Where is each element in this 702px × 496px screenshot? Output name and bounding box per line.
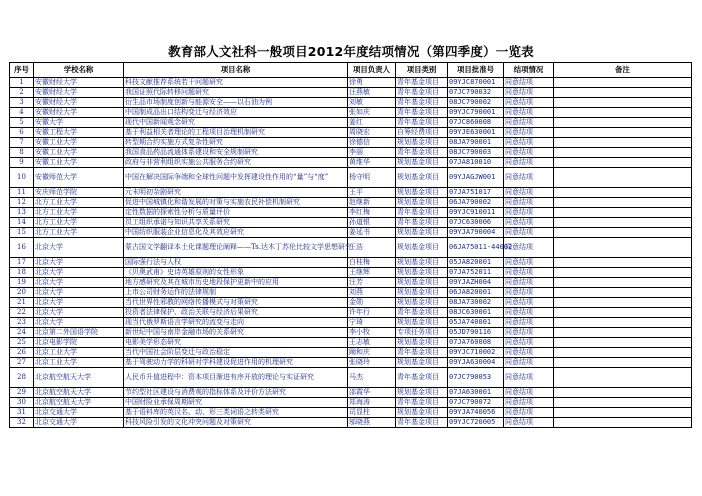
cell-approval-no: 09YJC910011 bbox=[448, 208, 504, 218]
cell-status: 同意结项 bbox=[504, 358, 554, 368]
cell-school: 北方工业大学 bbox=[34, 228, 124, 238]
header-approval-no: 项目批准号 bbox=[448, 63, 504, 78]
cell-remarks bbox=[554, 238, 692, 258]
cell-index: 10 bbox=[10, 168, 34, 188]
cell-remarks bbox=[554, 358, 692, 368]
cell-approval-no: 09YJC720005 bbox=[448, 418, 504, 428]
cell-approval-no: 09YJA740056 bbox=[448, 408, 504, 418]
page-title: 教育部人文社科一般项目2012年度结项情况（第四季度）一览表 bbox=[168, 44, 534, 59]
cell-status: 同意结项 bbox=[504, 368, 554, 388]
cell-status: 同意结项 bbox=[504, 288, 554, 298]
cell-school: 北京大学 bbox=[34, 308, 124, 318]
cell-status: 同意结项 bbox=[504, 238, 554, 258]
cell-project-name: 中国财险业承保周期研究 bbox=[124, 398, 348, 408]
cell-school: 安庆师范学院 bbox=[34, 188, 124, 198]
cell-category: 青年基金项目 bbox=[396, 418, 448, 428]
cell-index: 1 bbox=[10, 78, 34, 88]
cell-project-name: 当代中国社会阶层变迁与政治稳定 bbox=[124, 348, 348, 358]
cell-approval-no: 07JA752011 bbox=[448, 268, 504, 278]
cell-approval-no: 08JC630001 bbox=[448, 308, 504, 318]
cell-project-name: 地方感研究及其在城市历史地段保护更新中的应用 bbox=[124, 278, 348, 288]
cell-index: 11 bbox=[10, 188, 34, 198]
cell-school: 安徽财经大学 bbox=[34, 78, 124, 88]
cell-project-name: 上市公司财务运作的法律规制 bbox=[124, 288, 348, 298]
cell-school: 北京航空航天大学 bbox=[34, 388, 124, 398]
table-row bbox=[10, 88, 692, 98]
cell-category: 青年基金项目 bbox=[396, 218, 448, 228]
header-category: 项目类别 bbox=[396, 63, 448, 78]
cell-approval-no: 08JC790002 bbox=[448, 98, 504, 108]
cell-leader: 周晓宏 bbox=[348, 128, 396, 138]
cell-approval-no: 09YJC870001 bbox=[448, 78, 504, 88]
cell-school: 安徽工业大学 bbox=[34, 158, 124, 168]
cell-index: 21 bbox=[10, 298, 34, 308]
cell-remarks bbox=[554, 288, 692, 298]
cell-approval-no: 09YJAGJW001 bbox=[448, 168, 504, 188]
cell-approval-no: 09YJAZH004 bbox=[448, 278, 504, 288]
cell-school: 北方工业大学 bbox=[34, 198, 124, 208]
cell-school: 北方工业大学 bbox=[34, 208, 124, 218]
cell-leader: 李小牧 bbox=[348, 328, 396, 338]
cell-school: 北京工业大学 bbox=[34, 358, 124, 368]
cell-approval-no: 07JA630001 bbox=[448, 388, 504, 398]
cell-leader: 孙道银 bbox=[348, 218, 396, 228]
table-row bbox=[10, 278, 692, 288]
cell-status: 同意结项 bbox=[504, 228, 554, 238]
project-table bbox=[9, 62, 692, 428]
cell-category: 规划基金项目 bbox=[396, 158, 448, 168]
cell-status: 同意结项 bbox=[504, 78, 554, 88]
cell-approval-no: 05JD790116 bbox=[448, 328, 504, 338]
cell-project-name: 中国在解决国际争端和全球性问题中发挥建设性作用的“量”与“度” bbox=[124, 168, 348, 188]
cell-remarks bbox=[554, 158, 692, 168]
cell-project-name: 当代世界性邪教的网络传播模式与对策研究 bbox=[124, 298, 348, 308]
cell-category: 青年基金项目 bbox=[396, 208, 448, 218]
cell-project-name: 基于驾驶动力学的科研对学科建设促进作用的机理研究 bbox=[124, 358, 348, 368]
cell-school: 北方工业大学 bbox=[34, 218, 124, 228]
cell-school: 安徽大学 bbox=[34, 118, 124, 128]
cell-leader: 阚和庆 bbox=[348, 348, 396, 358]
cell-approval-no: 07JC790053 bbox=[448, 368, 504, 388]
cell-approval-no: 07JC790032 bbox=[448, 88, 504, 98]
cell-leader: 徐德信 bbox=[348, 138, 396, 148]
cell-category: 规划基金项目 bbox=[396, 338, 448, 348]
cell-status: 同意结项 bbox=[504, 128, 554, 138]
cell-index: 25 bbox=[10, 338, 34, 348]
header-row bbox=[10, 63, 692, 78]
cell-status: 同意结项 bbox=[504, 138, 554, 148]
cell-approval-no: 09YJA790004 bbox=[448, 228, 504, 238]
cell-status: 同意结项 bbox=[504, 198, 554, 208]
cell-remarks bbox=[554, 278, 692, 288]
cell-school: 安徽财经大学 bbox=[34, 88, 124, 98]
cell-leader: 王浩 bbox=[348, 238, 396, 258]
header-project-name: 项目名称 bbox=[124, 63, 348, 78]
cell-project-name: 元末明初杂剧研究 bbox=[124, 188, 348, 198]
cell-index: 20 bbox=[10, 288, 34, 298]
cell-status: 同意结项 bbox=[504, 398, 554, 408]
cell-category: 规划基金项目 bbox=[396, 138, 448, 148]
header-index: 序号 bbox=[10, 63, 34, 78]
table-row bbox=[10, 168, 692, 188]
cell-category: 规划基金项目 bbox=[396, 408, 448, 418]
cell-index: 12 bbox=[10, 198, 34, 208]
cell-index: 15 bbox=[10, 228, 34, 238]
table-row bbox=[10, 108, 692, 118]
cell-remarks bbox=[554, 138, 692, 148]
cell-project-name: 促进中国城镇化和谐发展的对策与实施农民补偿机制研究 bbox=[124, 198, 348, 208]
cell-leader: 赵继新 bbox=[348, 198, 396, 208]
cell-project-name: 员工组织承诺与知识共享关系研究 bbox=[124, 218, 348, 228]
cell-remarks bbox=[554, 228, 692, 238]
cell-remarks bbox=[554, 368, 692, 388]
cell-approval-no: 07JC860008 bbox=[448, 118, 504, 128]
cell-index: 16 bbox=[10, 238, 34, 258]
cell-project-name: 科技风险引发的文化冲突问题及对策研究 bbox=[124, 418, 348, 428]
cell-index: 7 bbox=[10, 138, 34, 148]
table-row bbox=[10, 348, 692, 358]
table-row bbox=[10, 128, 692, 138]
cell-leader: 邵霞华 bbox=[348, 388, 396, 398]
cell-leader: 张晓玲 bbox=[348, 358, 396, 368]
cell-project-name: 电影美学形态研究 bbox=[124, 338, 348, 348]
table-row bbox=[10, 238, 692, 258]
cell-approval-no: 08JC790003 bbox=[448, 148, 504, 158]
cell-remarks bbox=[554, 328, 692, 338]
cell-school: 北京交通大学 bbox=[34, 408, 124, 418]
cell-remarks bbox=[554, 128, 692, 138]
cell-approval-no: 07JC630006 bbox=[448, 218, 504, 228]
table-row bbox=[10, 158, 692, 168]
cell-index: 5 bbox=[10, 118, 34, 128]
cell-approval-no: 09YJC790001 bbox=[448, 108, 504, 118]
cell-remarks bbox=[554, 198, 692, 208]
cell-remarks bbox=[554, 108, 692, 118]
cell-leader: 汪芳 bbox=[348, 278, 396, 288]
cell-school: 北京大学 bbox=[34, 238, 124, 258]
cell-school: 北京航空航天大学 bbox=[34, 368, 124, 388]
cell-category: 青年基金项目 bbox=[396, 368, 448, 388]
cell-category: 青年基金项目 bbox=[396, 398, 448, 408]
cell-approval-no: 08JA790001 bbox=[448, 138, 504, 148]
cell-remarks bbox=[554, 268, 692, 278]
cell-project-name: 基于语料库的英汉名、动、形三类词语之转类研究 bbox=[124, 408, 348, 418]
cell-category: 规划基金项目 bbox=[396, 318, 448, 328]
cell-approval-no: 05JA820001 bbox=[448, 258, 504, 268]
cell-remarks bbox=[554, 398, 692, 408]
cell-school: 北京大学 bbox=[34, 278, 124, 288]
cell-remarks bbox=[554, 78, 692, 88]
cell-status: 同意结项 bbox=[504, 408, 554, 418]
cell-category: 规划基金项目 bbox=[396, 298, 448, 308]
cell-remarks bbox=[554, 318, 692, 328]
cell-status: 同意结项 bbox=[504, 418, 554, 428]
cell-status: 同意结项 bbox=[504, 168, 554, 188]
cell-category: 规划基金项目 bbox=[396, 278, 448, 288]
cell-leader: 王平 bbox=[348, 188, 396, 198]
cell-school: 北京大学 bbox=[34, 258, 124, 268]
cell-leader: 汪燕敏 bbox=[348, 88, 396, 98]
cell-index: 29 bbox=[10, 388, 34, 398]
cell-index: 23 bbox=[10, 318, 34, 328]
cell-school: 北京航空航天大学 bbox=[34, 398, 124, 408]
cell-remarks bbox=[554, 168, 692, 188]
cell-index: 9 bbox=[10, 158, 34, 168]
cell-index: 27 bbox=[10, 358, 34, 368]
cell-category: 规划基金项目 bbox=[396, 238, 448, 258]
cell-approval-no: 07JA751017 bbox=[448, 188, 504, 198]
cell-leader: 刘燕 bbox=[348, 288, 396, 298]
cell-leader: 黄维华 bbox=[348, 158, 396, 168]
cell-leader: 金勋 bbox=[348, 298, 396, 308]
cell-remarks bbox=[554, 118, 692, 128]
cell-leader: 马杰 bbox=[348, 368, 396, 388]
cell-category: 规划基金项目 bbox=[396, 268, 448, 278]
cell-category: 规划基金项目 bbox=[396, 288, 448, 298]
cell-index: 19 bbox=[10, 278, 34, 288]
cell-status: 同意结项 bbox=[504, 278, 554, 288]
cell-status: 同意结项 bbox=[504, 218, 554, 228]
cell-leader: 李红梅 bbox=[348, 208, 396, 218]
cell-school: 北京电影学院 bbox=[34, 338, 124, 348]
cell-school: 安徽师范大学 bbox=[34, 168, 124, 188]
cell-status: 同意结项 bbox=[504, 348, 554, 358]
cell-status: 同意结项 bbox=[504, 388, 554, 398]
cell-status: 同意结项 bbox=[504, 258, 554, 268]
cell-project-name: 投资者法律保护、政治关联与经济后果研究 bbox=[124, 308, 348, 318]
table-row bbox=[10, 388, 692, 398]
cell-approval-no: 09YJC710002 bbox=[448, 348, 504, 358]
cell-remarks bbox=[554, 188, 692, 198]
cell-status: 同意结项 bbox=[504, 208, 554, 218]
cell-category: 规划基金项目 bbox=[396, 198, 448, 208]
cell-remarks bbox=[554, 348, 692, 358]
cell-approval-no: 07JA810010 bbox=[448, 158, 504, 168]
table-row bbox=[10, 368, 692, 388]
cell-status: 同意结项 bbox=[504, 318, 554, 328]
cell-project-name: 定性数据的探索性分析与质量评价 bbox=[124, 208, 348, 218]
cell-approval-no: 09YJA630004 bbox=[448, 358, 504, 368]
cell-leader: 许年行 bbox=[348, 308, 396, 318]
cell-category: 规划基金项目 bbox=[396, 188, 448, 198]
cell-school: 安徽工程大学 bbox=[34, 128, 124, 138]
cell-status: 同意结项 bbox=[504, 268, 554, 278]
cell-category: 青年基金项目 bbox=[396, 308, 448, 318]
cell-leader: 张如庆 bbox=[348, 108, 396, 118]
cell-category: 青年基金项目 bbox=[396, 108, 448, 118]
cell-project-name: 新世纪中国与南岸金融市场的关系研究 bbox=[124, 328, 348, 338]
cell-remarks bbox=[554, 98, 692, 108]
cell-category: 自筹经费项目 bbox=[396, 128, 448, 138]
cell-approval-no: 06JA820001 bbox=[448, 288, 504, 298]
cell-category: 青年基金项目 bbox=[396, 348, 448, 358]
table-row bbox=[10, 258, 692, 268]
header-leader: 项目负责人 bbox=[348, 63, 396, 78]
cell-school: 北京大学 bbox=[34, 268, 124, 278]
table-row bbox=[10, 218, 692, 228]
cell-remarks bbox=[554, 408, 692, 418]
cell-index: 4 bbox=[10, 108, 34, 118]
table-row bbox=[10, 188, 692, 198]
cell-remarks bbox=[554, 208, 692, 218]
cell-index: 8 bbox=[10, 148, 34, 158]
cell-project-name: 国际强行法与人权 bbox=[124, 258, 348, 268]
cell-index: 3 bbox=[10, 98, 34, 108]
cell-approval-no: 06JA790002 bbox=[448, 198, 504, 208]
cell-remarks bbox=[554, 418, 692, 428]
cell-project-name: 转型期合约实施方式复杂性研究 bbox=[124, 138, 348, 148]
cell-category: 规划基金项目 bbox=[396, 168, 448, 188]
cell-index: 24 bbox=[10, 328, 34, 338]
cell-project-name: 我国食品药品流通体系建设和安全规制研究 bbox=[124, 148, 348, 158]
cell-school: 北京第二外国语学院 bbox=[34, 328, 124, 338]
cell-index: 31 bbox=[10, 408, 34, 418]
cell-leader: 白桂梅 bbox=[348, 258, 396, 268]
cell-index: 22 bbox=[10, 308, 34, 318]
table-row bbox=[10, 268, 692, 278]
cell-leader: 王志敏 bbox=[348, 338, 396, 348]
cell-school: 安徽工业大学 bbox=[34, 148, 124, 158]
cell-category: 规划基金项目 bbox=[396, 358, 448, 368]
cell-status: 同意结项 bbox=[504, 308, 554, 318]
cell-remarks bbox=[554, 298, 692, 308]
cell-status: 同意结项 bbox=[504, 158, 554, 168]
cell-leader: 杨守明 bbox=[348, 168, 396, 188]
cell-project-name: 基于利益相关者理论的工程项目治理机制研究 bbox=[124, 128, 348, 138]
cell-project-name: 科技文献推荐系统若干问题研究 bbox=[124, 78, 348, 88]
header-remarks: 备注 bbox=[554, 63, 692, 78]
cell-project-name: 中国制成品出口结构变迁与经济效应 bbox=[124, 108, 348, 118]
cell-project-name: 现当代俄罗斯语言学研究的流变与走向 bbox=[124, 318, 348, 328]
cell-school: 北京交通大学 bbox=[34, 418, 124, 428]
cell-project-name: 衍生品市场制度创新与能源安全——以石油为例 bbox=[124, 98, 348, 108]
cell-remarks bbox=[554, 308, 692, 318]
cell-status: 同意结项 bbox=[504, 338, 554, 348]
cell-leader: 王继辉 bbox=[348, 268, 396, 278]
table-row bbox=[10, 148, 692, 158]
cell-remarks bbox=[554, 218, 692, 228]
table-row bbox=[10, 288, 692, 298]
cell-status: 同意结项 bbox=[504, 188, 554, 198]
cell-leader: 郑海涛 bbox=[348, 398, 396, 408]
cell-index: 26 bbox=[10, 348, 34, 358]
cell-remarks bbox=[554, 148, 692, 158]
cell-index: 17 bbox=[10, 258, 34, 268]
cell-project-name: 现代中国新闻观念研究 bbox=[124, 118, 348, 128]
cell-approval-no: 06JA75011-44002 bbox=[448, 238, 504, 258]
cell-category: 青年基金项目 bbox=[396, 88, 448, 98]
cell-leader: 邬晓燕 bbox=[348, 418, 396, 428]
cell-status: 同意结项 bbox=[504, 328, 554, 338]
cell-index: 32 bbox=[10, 418, 34, 428]
cell-school: 安徽工业大学 bbox=[34, 138, 124, 148]
cell-project-name: 政府与非营利组织实施公共服务合约研究 bbox=[124, 158, 348, 168]
table-row bbox=[10, 118, 692, 128]
cell-remarks bbox=[554, 88, 692, 98]
cell-category: 专项任务项目 bbox=[396, 328, 448, 338]
cell-project-name: 《贝奥武甫》史诗英雄原则的女性形象 bbox=[124, 268, 348, 278]
cell-project-name: 中国纺织服装企业信息化及其效应研究 bbox=[124, 228, 348, 238]
cell-index: 13 bbox=[10, 208, 34, 218]
header-status: 结项情况 bbox=[504, 63, 554, 78]
cell-status: 同意结项 bbox=[504, 88, 554, 98]
cell-school: 北京大学 bbox=[34, 298, 124, 308]
cell-index: 2 bbox=[10, 88, 34, 98]
table-row bbox=[10, 408, 692, 418]
cell-approval-no: 08JA730002 bbox=[448, 298, 504, 308]
cell-leader: 徐勇 bbox=[348, 78, 396, 88]
table-row bbox=[10, 358, 692, 368]
cell-category: 青年基金项目 bbox=[396, 98, 448, 108]
cell-project-name: 我国证照代际转移问题研究 bbox=[124, 88, 348, 98]
cell-leader: 李丽 bbox=[348, 148, 396, 158]
cell-status: 同意结项 bbox=[504, 108, 554, 118]
table-row bbox=[10, 298, 692, 308]
table-row bbox=[10, 318, 692, 328]
cell-category: 规划基金项目 bbox=[396, 388, 448, 398]
cell-status: 同意结项 bbox=[504, 118, 554, 128]
cell-school: 北京工业大学 bbox=[34, 348, 124, 358]
cell-status: 同意结项 bbox=[504, 148, 554, 158]
cell-project-name: 节约型社区建设与消费观的指标体系及评价方法研究 bbox=[124, 388, 348, 398]
cell-index: 28 bbox=[10, 368, 34, 388]
table-row bbox=[10, 418, 692, 428]
cell-index: 6 bbox=[10, 128, 34, 138]
cell-leader: 宁琦 bbox=[348, 318, 396, 328]
cell-category: 青年基金项目 bbox=[396, 118, 448, 128]
cell-leader: 司显柱 bbox=[348, 408, 396, 418]
cell-remarks bbox=[554, 258, 692, 268]
table-row bbox=[10, 398, 692, 408]
cell-category: 青年基金项目 bbox=[396, 148, 448, 158]
cell-approval-no: 07JA760008 bbox=[448, 338, 504, 348]
cell-school: 安徽财经大学 bbox=[34, 98, 124, 108]
cell-project-name: 蒙古国文学翻译本土化课题理论阐释——Ts.达木丁苏伦比较文学思想研究 bbox=[124, 238, 348, 258]
cell-category: 青年基金项目 bbox=[396, 78, 448, 88]
cell-remarks bbox=[554, 338, 692, 348]
cell-status: 同意结项 bbox=[504, 298, 554, 308]
table-row bbox=[10, 328, 692, 338]
cell-remarks bbox=[554, 388, 692, 398]
table-row bbox=[10, 308, 692, 318]
cell-leader: 姜红 bbox=[348, 118, 396, 128]
table-row bbox=[10, 98, 692, 108]
cell-leader: 刘敏 bbox=[348, 98, 396, 108]
cell-school: 北京大学 bbox=[34, 288, 124, 298]
cell-index: 30 bbox=[10, 398, 34, 408]
cell-index: 18 bbox=[10, 268, 34, 278]
table-row bbox=[10, 78, 692, 88]
cell-school: 安徽财经大学 bbox=[34, 108, 124, 118]
cell-index: 14 bbox=[10, 218, 34, 228]
table-row bbox=[10, 138, 692, 148]
table-row bbox=[10, 208, 692, 218]
cell-leader: 姜延书 bbox=[348, 228, 396, 238]
cell-approval-no: 07JC790072 bbox=[448, 398, 504, 408]
table-row bbox=[10, 228, 692, 238]
cell-project-name: 人民币升值进程中：资本项目渐进有序开放的理论与实证研究 bbox=[124, 368, 348, 388]
table-row bbox=[10, 198, 692, 208]
cell-approval-no: 09YJE630001 bbox=[448, 128, 504, 138]
cell-category: 规划基金项目 bbox=[396, 228, 448, 238]
cell-category: 规划基金项目 bbox=[396, 258, 448, 268]
cell-status: 同意结项 bbox=[504, 98, 554, 108]
table-row bbox=[10, 338, 692, 348]
cell-approval-no: 05JA740001 bbox=[448, 318, 504, 328]
cell-school: 北京大学 bbox=[34, 318, 124, 328]
header-school: 学校名称 bbox=[34, 63, 124, 78]
